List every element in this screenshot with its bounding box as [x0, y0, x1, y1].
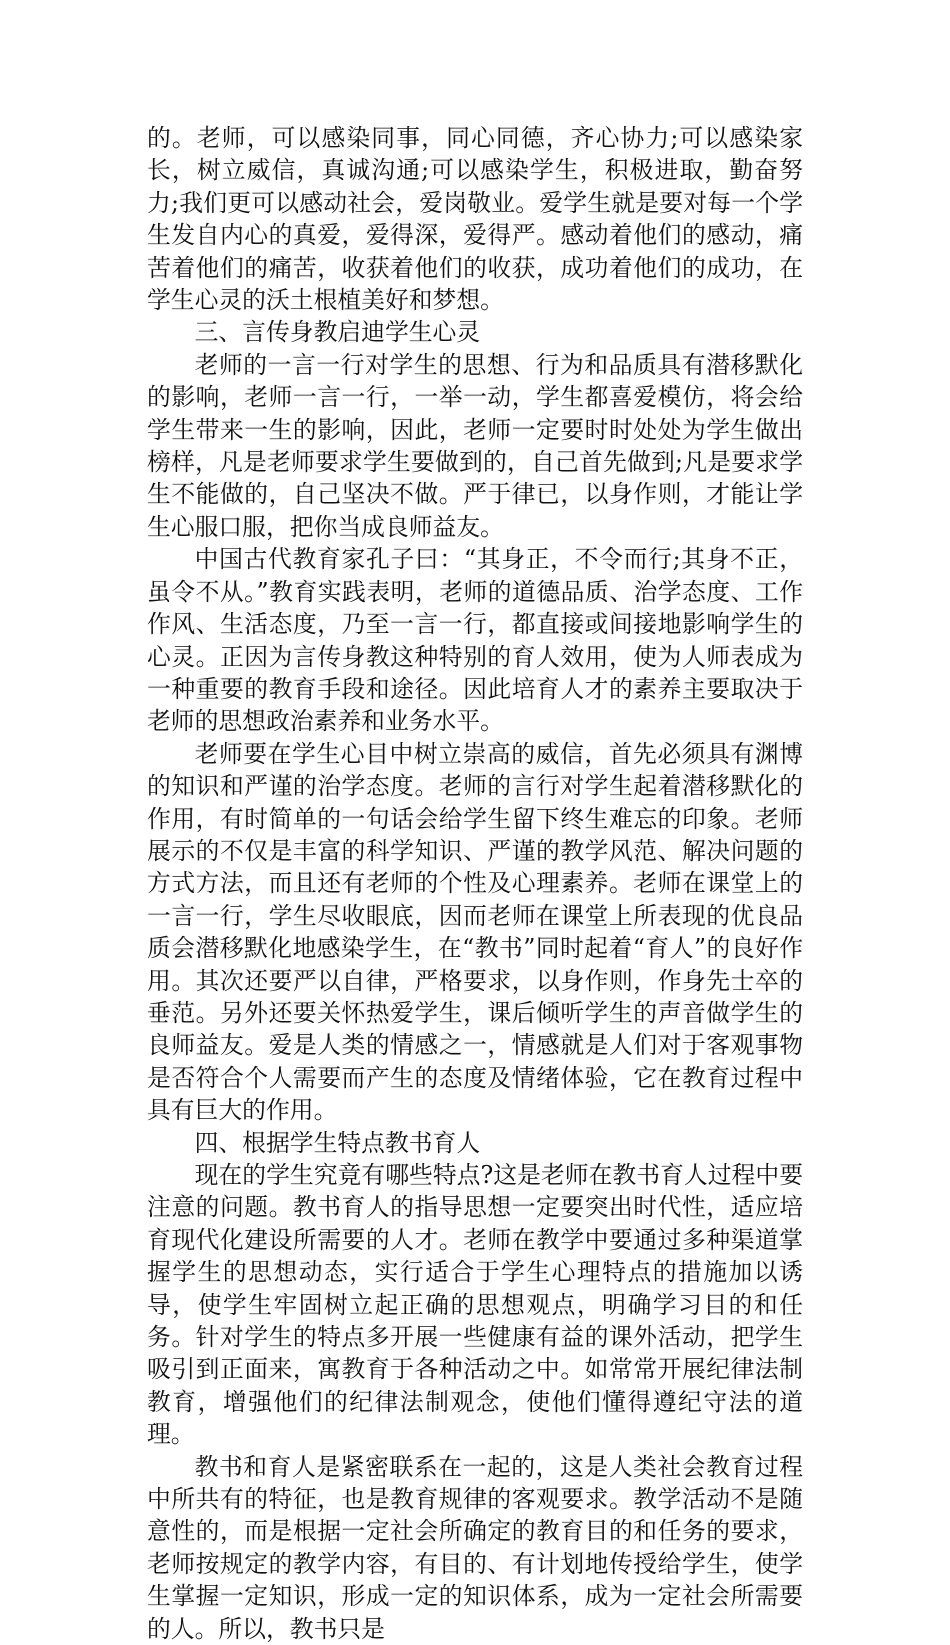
paragraph: 现在的学生究竟有哪些特点?这是老师在教书育人过程中要注意的问题。教书育人的指导思想一定要突出时代性，适应培育现代化建设所需要的人才。老师在教学中要通过多种渠道掌握学生的思想动态，实行适合于学生心理特点的措施加以诱导，使学生牢固树立起正确的思想观点，明确学习目的和任务。针对学生的特点多开展一些健康有益的课外活动，把学生吸引到正面来，寓教育于各种活动之中。如常常开展纪律法制教育，增强他们的纪律法制观念，使他们懂得遵纪守法的道理。	[147, 1161, 803, 1449]
paragraph: 教书和育人是紧密联系在一起的，这是人类社会教育过程中所共有的特征，也是教育规律的客观要求。教学活动不是随意性的，而是根据一定社会所确定的教育目的和任务的要求，老师按规定的教学内容，有目的、有计划地传授给学生，使学生掌握一定知识，形成一定的知识体系，成为一定社会所需要的人。所以，教书只是	[147, 1452, 803, 1643]
paragraph: 中国古代教育家孔子曰：“其身正，不令而行;其身不正，虽令不从。”教育实践表明，老师的道德品质、治学态度、工作作风、生活态度，乃至一言一行，都直接或间接地影响学生的心灵。正因为言传身教这种特别的育人效用，使为人师表成为一种重要的教育手段和途径。因此培育人才的素养主要取决于老师的思想政治素养和业务水平。	[147, 545, 803, 736]
paragraph-continued: 的。老师，可以感染同事，同心同德，齐心协力;可以感染家长，树立威信，真诚沟通;可以感染学生，积极进取，勤奋努力;我们更可以感动社会，爱岗敬业。爱学生就是要对每一个学生发自内心的真爱，爱得深，爱得严。感动着他们的感动，痛苦着他们的痛苦，收获着他们的收获，成功着他们的成功，在学生心灵的沃土根植美好和梦想。	[147, 124, 803, 315]
section-heading-three: 三、言传身教启迪学生心灵	[194, 318, 481, 347]
paragraph: 老师要在学生心目中树立崇高的威信，首先必须具有渊博的知识和严谨的治学态度。老师的言行对学生起着潜移默化的作用，有时简单的一句话会给学生留下终生难忘的印象。老师展示的不仅是丰富的科学知识、严谨的教学风范、解决问题的方式方法，而且还有老师的个性及心理素养。老师在课堂上的一言一行，学生尽收眼底，因而老师在课堂上所表现的优良品质会潜移默化地感染学生，在“教书”同时起着“育人”的良好作用。其次还要严以自律，严格要求，以身作则，作身先士卒的垂范。另外还要关怀热爱学生，课后倾听学生的声音做学生的良师益友。爱是人类的情感之一，情感就是人们对于客观事物是否符合个人需要而产生的态度及情绪体验，它在教育过程中具有巨大的作用。	[147, 739, 803, 1125]
document-page	[147, 122, 803, 1645]
paragraph: 老师的一言一行对学生的思想、行为和品质具有潜移默化的影响，老师一言一行，一举一动，学生都喜爱模仿，将会给学生带来一生的影响，因此，老师一定要时时处处为学生做出榜样，凡是老师要求学生要做到的，自己首先做到;凡是要求学生不能做的，自己坚决不做。严于律已，以身作则，才能让学生心服口服，把你当成良师益友。	[147, 350, 803, 541]
section-heading-four: 四、根据学生特点教书育人	[194, 1128, 481, 1157]
